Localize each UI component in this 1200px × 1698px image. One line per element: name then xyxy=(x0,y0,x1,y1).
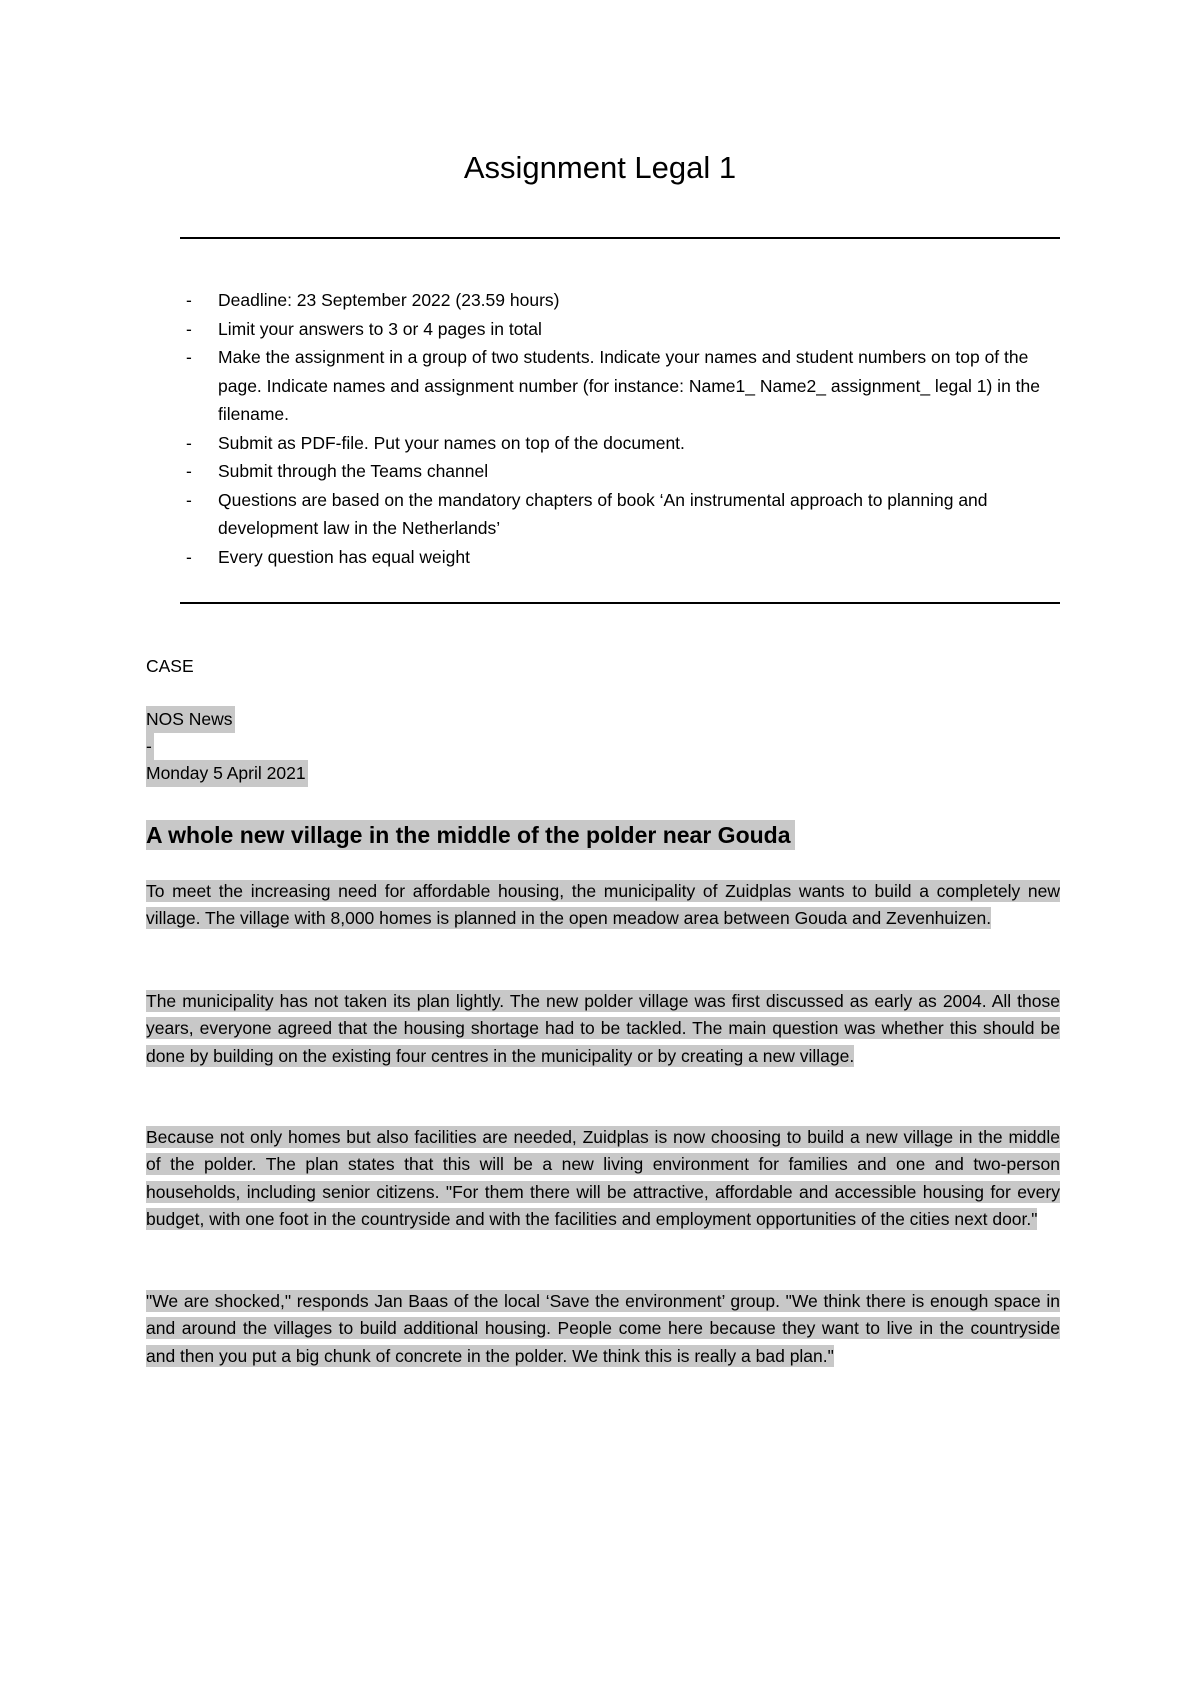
bullet-dash: - xyxy=(186,546,192,567)
instruction-item xyxy=(180,315,1060,344)
paragraph-text: "We are shocked," responds Jan Baas of the local ‘Save the environment’ group. "We think there is enough space in and around the villages to build additional housing. People come here because they want to live in the countryside and then you put a big chunk of concrete in the polder. We think this is really a bad plan." xyxy=(146,1291,1060,1366)
instruction-text: Limit your answers to 3 or 4 pages in total xyxy=(218,318,542,339)
bottom-divider xyxy=(180,602,1060,604)
instruction-text: Questions are based on the mandatory chapters of book ‘An instrumental approach to planning and development law in the Netherlands’ xyxy=(218,489,988,538)
instruction-item xyxy=(180,543,1060,572)
bullet-dash: - xyxy=(186,347,192,367)
bullet-dash: - xyxy=(186,432,192,453)
paragraph-text: The municipality has not taken its plan lightly. The new polder village was first discussed as early as 2004. All those years, everyone agreed that the housing shortage had to be tackled. The main question was whether this should be done by building on the existing four centres in the municipality or by creating a new village. xyxy=(146,991,1060,1066)
article-paragraph xyxy=(146,988,1060,1070)
news-date: Monday 5 April 2021 xyxy=(146,760,308,787)
instruction-text: Submit as PDF-file. Put your names on top of the document. xyxy=(218,432,685,453)
article-headline xyxy=(146,818,795,852)
top-divider xyxy=(180,237,1060,239)
bullet-dash: - xyxy=(186,318,192,339)
instructions-list xyxy=(180,286,1060,571)
paragraph-text: Because not only homes but also facilities are needed, Zuidplas is now choosing to build a new village in the middle of the polder. The plan states that this will be a new living environment for families and one and two-person households, including senior citizens. "For them there will be attractive, affordable and accessible housing for every budget, with one foot in the countryside and with the facilities and employment opportunities of the cities next door." xyxy=(146,1127,1060,1229)
instruction-text: Make the assignment in a group of two students. Indicate your names and student numbers on top of the page. Indicate names and assignment number (for instance: Name1_ Name2_ assignment_ legal 1) in the filename. xyxy=(218,347,1040,424)
instruction-text: Deadline: 23 September 2022 (23.59 hours) xyxy=(218,290,560,310)
source-separator: - xyxy=(146,733,154,760)
bullet-dash: - xyxy=(186,461,192,481)
instruction-item xyxy=(180,343,1060,429)
instruction-item xyxy=(180,286,1060,315)
article-paragraph xyxy=(146,1288,1060,1370)
news-outlet: NOS News xyxy=(146,706,235,733)
instruction-item xyxy=(180,429,1060,458)
instruction-item xyxy=(180,457,1060,486)
paragraph-text: To meet the increasing need for affordable housing, the municipality of Zuidplas wants to build a completely new village. The village with 8,000 homes is planned in the open meadow area between Gouda and Zevenhuizen. xyxy=(146,881,1060,929)
instruction-text: Every question has equal weight xyxy=(218,546,470,567)
document-title: Assignment Legal 1 xyxy=(463,150,737,185)
bullet-dash: - xyxy=(186,489,192,510)
article-paragraph xyxy=(146,878,1060,933)
article-paragraph xyxy=(146,1124,1060,1233)
headline-text: A whole new village in the middle of the polder near Gouda xyxy=(146,820,795,850)
case-label: CASE xyxy=(146,656,194,676)
instruction-item xyxy=(180,486,1060,543)
instruction-text: Submit through the Teams channel xyxy=(218,461,489,481)
bullet-dash: - xyxy=(186,290,192,310)
news-source-block xyxy=(146,706,308,787)
